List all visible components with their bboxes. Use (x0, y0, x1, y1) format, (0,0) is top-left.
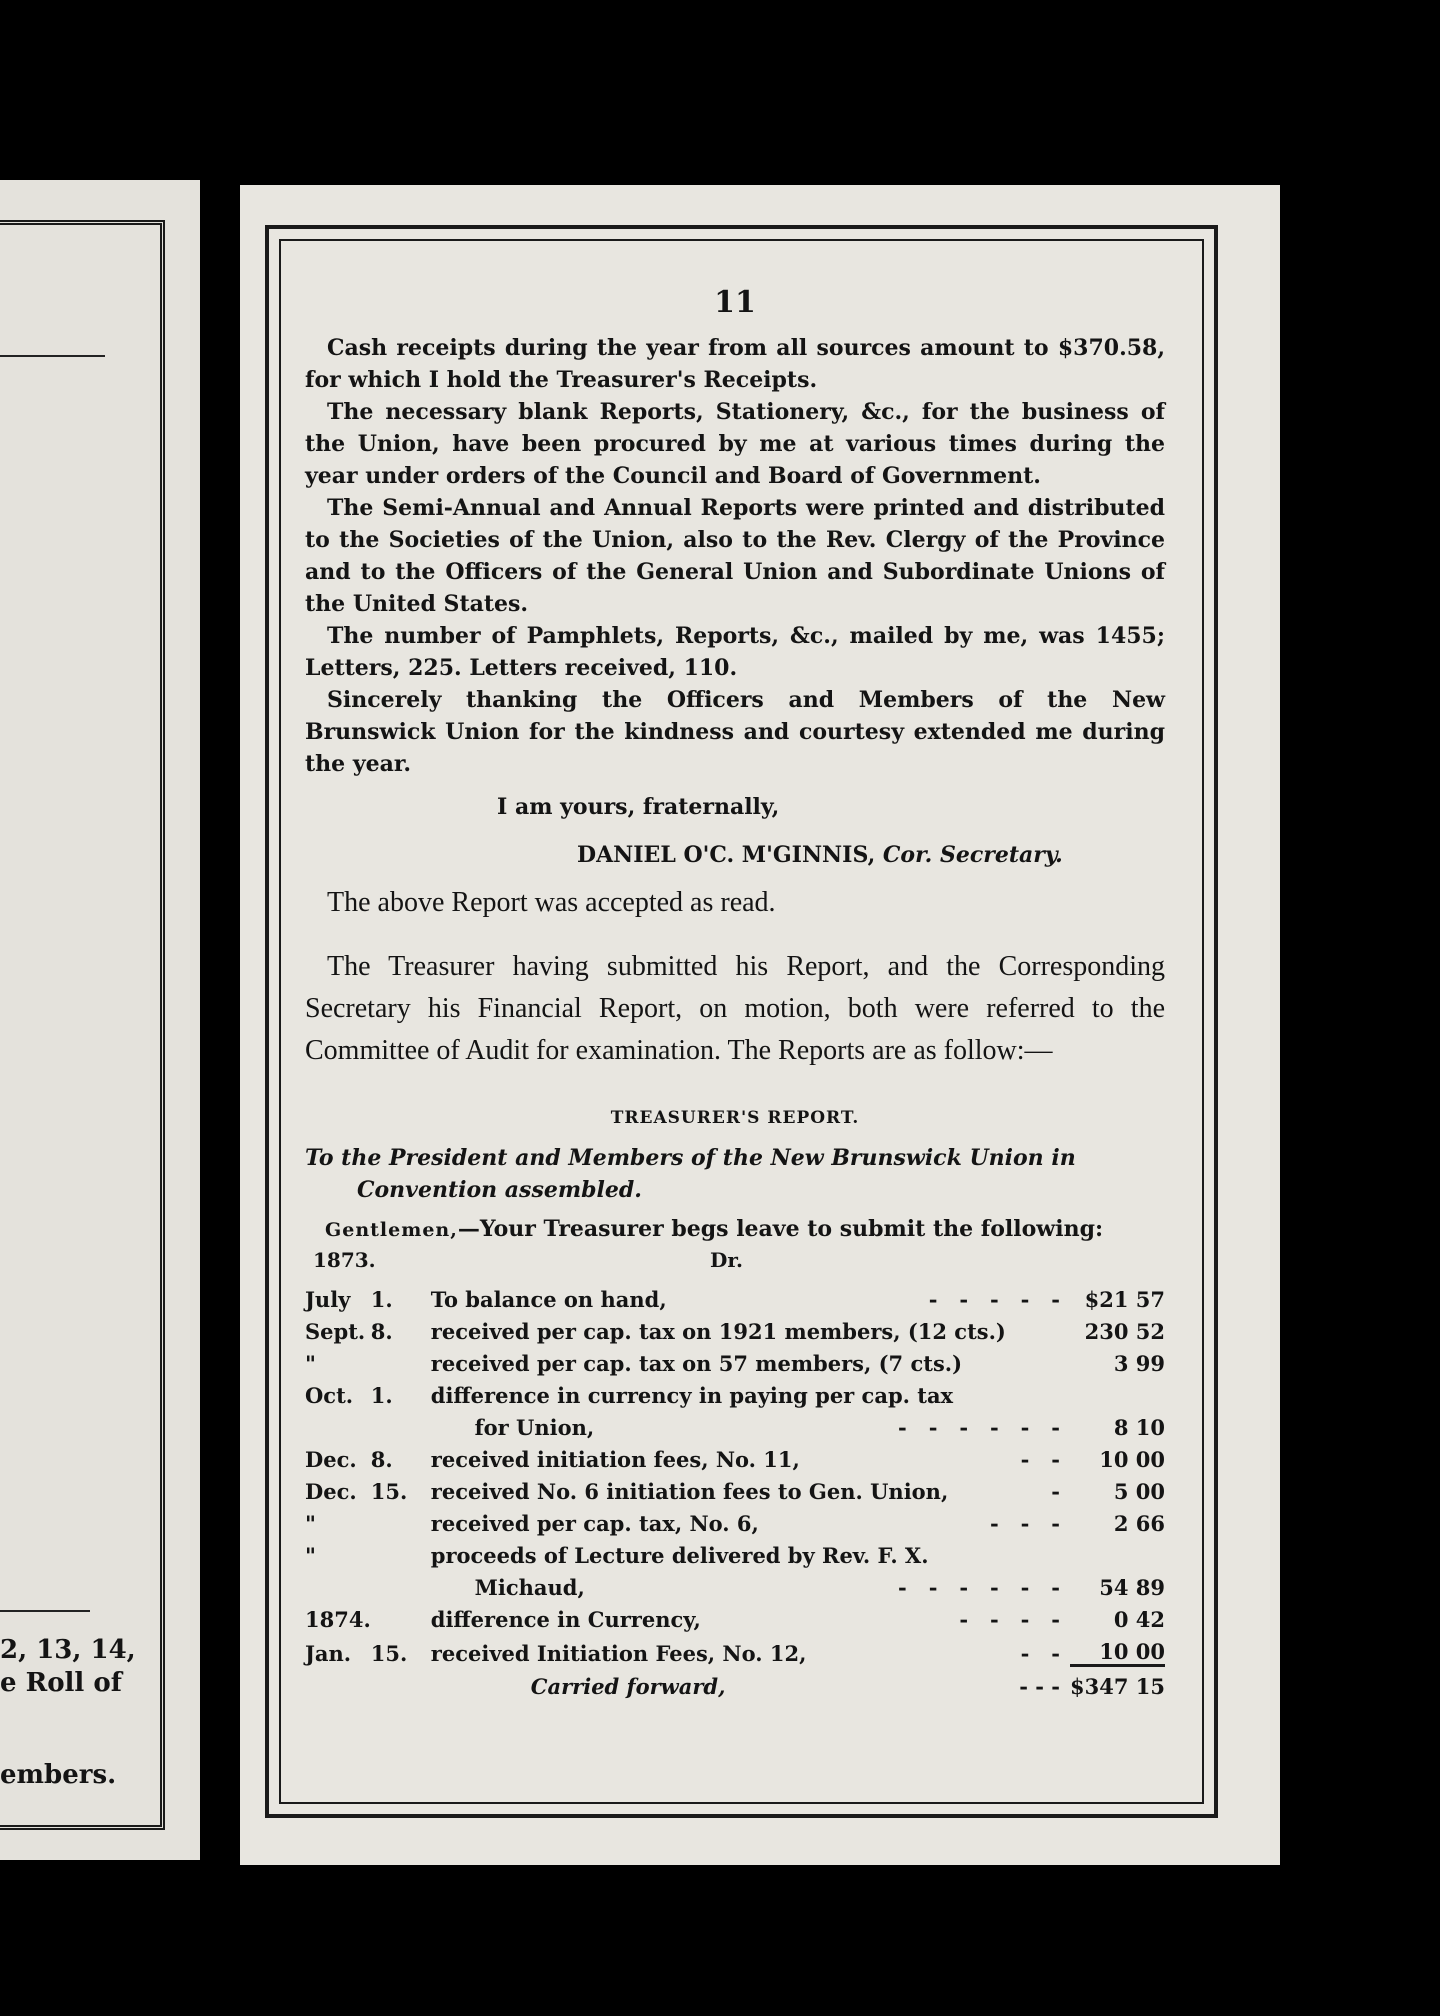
ledger-amount: 3 99 (1113, 1351, 1165, 1376)
paragraph-stationery: The necessary blank Reports, Stationery, &c., for the business of the Union, have been procured by me at various times during the year under orders of the Council and Board of Government. (305, 399, 1165, 489)
paragraph-cash-receipts: Cash receipts during the year from all sources amount to $370.58, for which I hold the Treasurer's Receipts. (305, 335, 1165, 393)
ledger-month: 1874. (305, 1607, 371, 1632)
ledger-month: Jan. (305, 1640, 352, 1666)
ledger-description-cell (431, 1632, 1070, 1666)
ledger-description: received per cap. tax on 57 members, (7 cts.) (430, 1351, 963, 1376)
paragraph-thanks: Sincerely thanking the Officers and Members of the New Brunswick Union for the kindness and courtesy extended me during the year. (305, 687, 1165, 777)
ledger-description: difference in Currency, (430, 1607, 701, 1632)
ledger-amount: 5 00 (1113, 1479, 1165, 1504)
ledger-amount: 8 10 (1113, 1415, 1165, 1440)
ledger-description-cell (431, 1472, 1070, 1504)
ledger-month: Sept. (305, 1319, 366, 1344)
ledger-description: received initiation fees, No. 11, (430, 1447, 800, 1472)
ledger-description: for Union, (430, 1415, 595, 1440)
ledger-day (371, 1504, 431, 1536)
ledger-day: 1. (370, 1383, 393, 1408)
ledger-description: difference in currency in paying per cap. tax (430, 1383, 954, 1408)
ledger-amount: 0 42 (1113, 1607, 1165, 1632)
ledger-row (305, 1440, 1165, 1472)
ledger-description-cell (431, 1312, 1070, 1344)
ledger-amount: 10 00 (1099, 1447, 1165, 1472)
ledger-row (305, 1280, 1165, 1312)
ledger-row (305, 1472, 1165, 1504)
ledger-dr-label: Dr. (710, 1248, 744, 1272)
ledger-amount (1070, 1376, 1165, 1408)
ledger-description: Michaud, (430, 1575, 585, 1600)
signature (577, 842, 1165, 868)
ledger-month (305, 1568, 371, 1600)
ledger-row (305, 1600, 1165, 1632)
ledger-row (305, 1568, 1165, 1600)
ledger-description-cell (431, 1376, 1070, 1408)
left-column-row-16 (0, 933, 80, 1860)
ledger-month: " (305, 1511, 316, 1536)
ledger-day: 15. (370, 1479, 408, 1504)
ledger-row (305, 1536, 1165, 1568)
ledger-row (305, 1376, 1165, 1408)
ledger-month: July (305, 1287, 351, 1312)
carried-forward-amount: $347 15 (1070, 1666, 1165, 1700)
ledger-month: " (305, 1543, 316, 1568)
ledger-description: received per cap. tax, No. 6, (430, 1511, 759, 1536)
ledger-description-cell (431, 1408, 1070, 1440)
ledger-description-cell (431, 1280, 1070, 1312)
ledger-month (305, 1408, 371, 1440)
ledger-leader-dashes: - - (1020, 1640, 1061, 1666)
ledger-header (305, 1248, 1165, 1278)
page-number: 11 (714, 285, 756, 320)
report-address: To the President and Members of the New Brunswick Union in Convention assembled. (305, 1145, 1076, 1203)
signature-name: DANIEL O'C. M'GINNIS, (577, 842, 876, 868)
ledger-table (305, 1280, 1165, 1699)
ledger-leader-dashes: - - (1020, 1447, 1061, 1472)
ledger-day: 8. (370, 1447, 393, 1472)
ledger-month: Dec. (305, 1479, 357, 1504)
ledger-leader-dashes: - - - (990, 1511, 1061, 1536)
ledger-year: 1873. (313, 1248, 376, 1272)
signature-title: Cor. Secretary. (882, 842, 1063, 868)
paragraph-pamphlets: The number of Pamphlets, Reports, &c., mailed by me, was 1455; Letters, 225. Letters received, 110. (305, 623, 1165, 681)
ledger-amount: 2 66 (1113, 1511, 1165, 1536)
ledger-description-cell (431, 1504, 1070, 1536)
left-footer-line: e Roll of (0, 1668, 122, 1698)
ledger-description: To balance on hand, (430, 1287, 667, 1312)
ledger-leader-dashes: - - - - (959, 1607, 1061, 1632)
treasurer-intro: The Treasurer having submitted his Report, and the Corresponding Secretary his Financial Report, on motion, both were referred to the Committee of Audit for examination. The Reports are as follow:— (305, 951, 1165, 1066)
ledger-amount: 230 52 (1084, 1319, 1165, 1344)
ledger-day (371, 1408, 431, 1440)
ledger-day (371, 1344, 431, 1376)
ledger-description: received per cap. tax on 1921 members, (12 cts.) (430, 1319, 1006, 1344)
ledger-leader-dashes: - - - - - - (898, 1415, 1061, 1440)
ledger-description: proceeds of Lecture delivered by Rev. F. X. (430, 1543, 929, 1568)
ledger-leader-dashes: - (1051, 1479, 1061, 1504)
ledger-total-row (305, 1666, 1165, 1700)
ledger-day (371, 1568, 431, 1600)
left-footer-line: embers. (0, 1760, 117, 1790)
ledger-day (371, 1536, 431, 1568)
carried-forward-dashes: - - - (1019, 1674, 1061, 1699)
ledger-day: 8. (370, 1319, 393, 1344)
greeting (325, 1216, 1165, 1242)
ledger-amount: 54 89 (1099, 1575, 1165, 1600)
ledger-leader-dashes: - - - - - (928, 1287, 1061, 1312)
ledger-row (305, 1504, 1165, 1536)
ledger-description-cell (431, 1536, 1070, 1568)
ledger-month: " (305, 1351, 316, 1376)
left-partial-page (0, 180, 200, 1860)
page-content (305, 285, 1165, 1699)
ledger-description-cell (431, 1440, 1070, 1472)
accepted-line: The above Report was accepted as read. (327, 887, 776, 918)
ledger-description: received No. 6 initiation fees to Gen. Union, (430, 1479, 949, 1504)
ledger-month: Dec. (305, 1447, 357, 1472)
ledger-description-cell (431, 1344, 1070, 1376)
ledger-leader-dashes: - - - - - - (898, 1575, 1061, 1600)
ledger-amount (1070, 1536, 1165, 1568)
ledger-day: 15. (370, 1640, 408, 1666)
left-rule (0, 355, 105, 357)
ledger-day: 1. (370, 1287, 393, 1312)
ledger-row (305, 1408, 1165, 1440)
greeting-text: —Your Treasurer begs leave to submit the following: (457, 1216, 1104, 1242)
carried-forward-label: Carried forward, (530, 1674, 726, 1699)
left-footer-line: 2, 13, 14, (0, 1635, 136, 1665)
ledger-amount: $21 57 (1084, 1287, 1165, 1312)
ledger-month: Oct. (305, 1383, 354, 1408)
ledger-description-cell (431, 1568, 1070, 1600)
book-gutter (200, 185, 240, 1860)
ledger-row (305, 1632, 1165, 1666)
paragraph-reports: The Semi-Annual and Annual Reports were printed and distributed to the Societies of the Union, also to the Rev. Clergy of the Province and to the Officers of the General Union and Subordinate Unions of the United States. (305, 495, 1165, 617)
ledger-day (371, 1600, 431, 1632)
ledger-description-cell (431, 1600, 1070, 1632)
closing-line: I am yours, fraternally, (497, 794, 780, 820)
ledger-description: received Initiation Fees, No. 12, (430, 1640, 807, 1666)
book-page (240, 185, 1280, 1865)
ledger-row (305, 1344, 1165, 1376)
ledger-amount: 10 00 (1099, 1639, 1165, 1664)
left-rule (0, 1610, 90, 1612)
report-heading: TREASURER'S REPORT. (610, 1108, 860, 1128)
ledger-row (305, 1312, 1165, 1344)
greeting-salutation: Gentlemen, (325, 1219, 458, 1241)
